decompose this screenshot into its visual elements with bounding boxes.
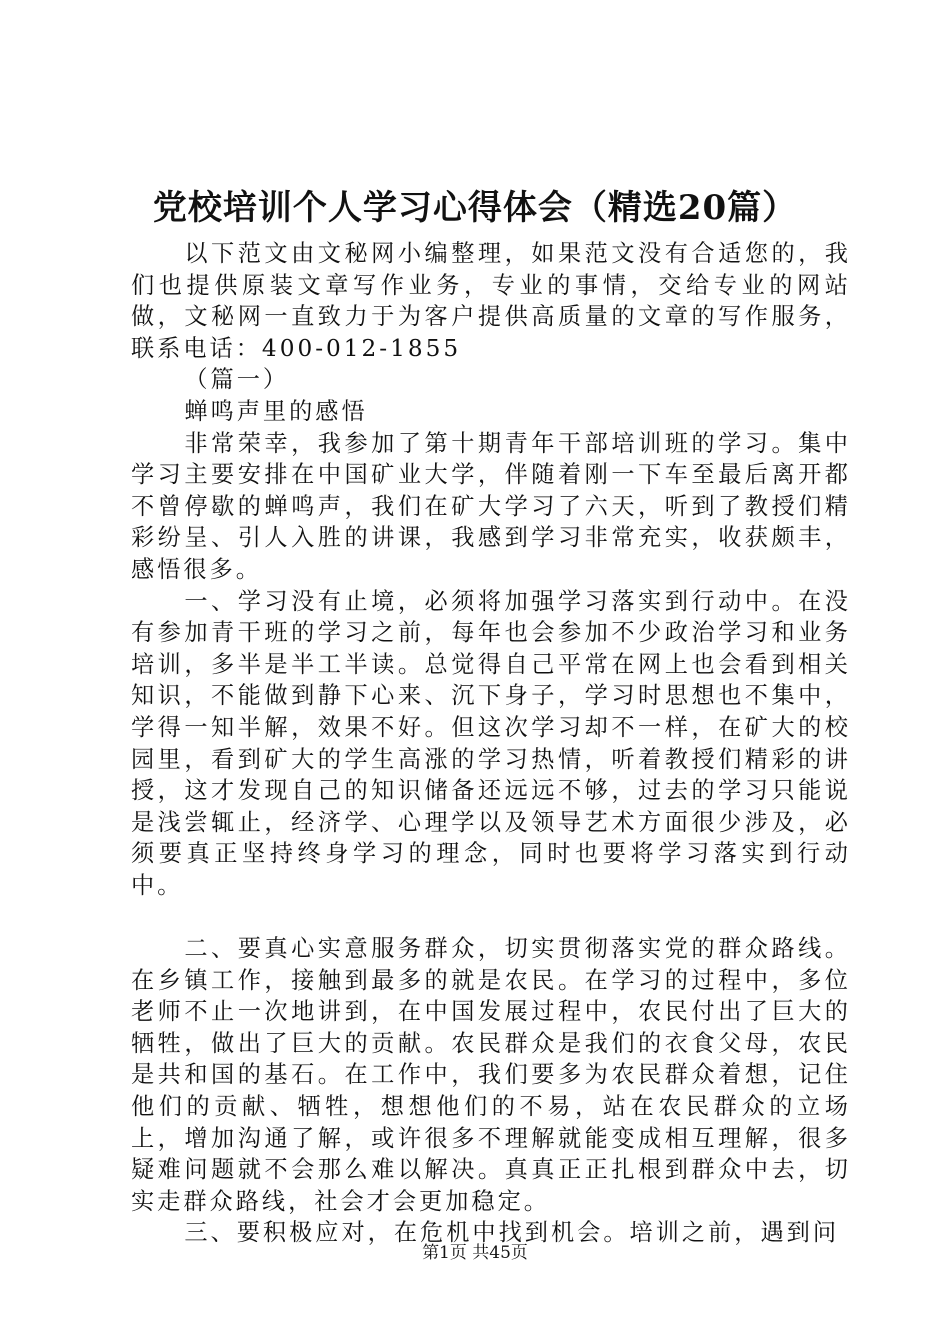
body-paragraph: 三、要积极应对，在危机中找到机会。培训之前，遇到问 [184,1219,840,1247]
paragraph-gap [131,901,851,933]
page-number: 第1页 共45页 [422,1243,528,1263]
body-paragraph: 非常荣幸，我参加了第十期青年干部培训班的学习。集中学习主要安排在中国矿业大学，伴随着刚一下车至最后离开都不曾停歇的蝉鸣声，我们在矿大学习了六天，听到了教授们精彩纷呈、引人入胜的讲课，我感到学习非常充实，收获颇丰，感悟很多。 [131,429,851,583]
document-title: 党校培训个人学习心得体会（精选20篇） [152,188,798,228]
intro-paragraph: 以下范文由文秘网小编整理，如果范文没有合适您的，我们也提供原装文章写作业务，专业的事情，交给专业的网站做，文秘网一直致力于为客户提供高质量的文章的写作服务，联系电话：400-012-1855 [131,240,851,362]
section-label: （篇一） [184,366,290,394]
body-paragraph: 一、学习没有止境，必须将加强学习落实到行动中。在没有参加青干班的学习之前，每年也会参加不少政治学习和业务培训，多半是半工半读。总觉得自己平常在网上也会看到相关知识，不能做到静下心来、沉下身子，学习时思想也不集中，学得一知半解，效果不好。但这次学习却不一样，在矿大的校园里，看到矿大的学生高涨的学习热情，听着教授们精彩的讲授，这才发现自己的知识储备还远远不够，过去的学习只能说是浅尝辄止，经济学、心理学以及领导艺术方面很少涉及，必须要真正坚持终身学习的理念，同时也要将学习落实到行动中。 [131,587,851,899]
essay-title: 蝉鸣声里的感悟 [184,397,368,425]
body-paragraph: 二、要真心实意服务群众，切实贯彻落实党的群众路线。在乡镇工作，接触到最多的就是农民。在学习的过程中，多位老师不止一次地讲到，在中国发展过程中，农民付出了巨大的牺牲，做出了巨大的贡献。农民群众是我们的衣食父母，农民是共和国的基石。在工作中，我们要多为农民群众着想，记住他们的贡献、牺牲，想想他们的不易，站在农民群众的立场上，增加沟通了解，或许很多不理解就能变成相互理解，很多疑难问题就不会那么难以解决。真真正正扎根到群众中去，切实走群众路线，社会才会更加稳定。 [131,935,851,1215]
document-body [131,238,851,1249]
